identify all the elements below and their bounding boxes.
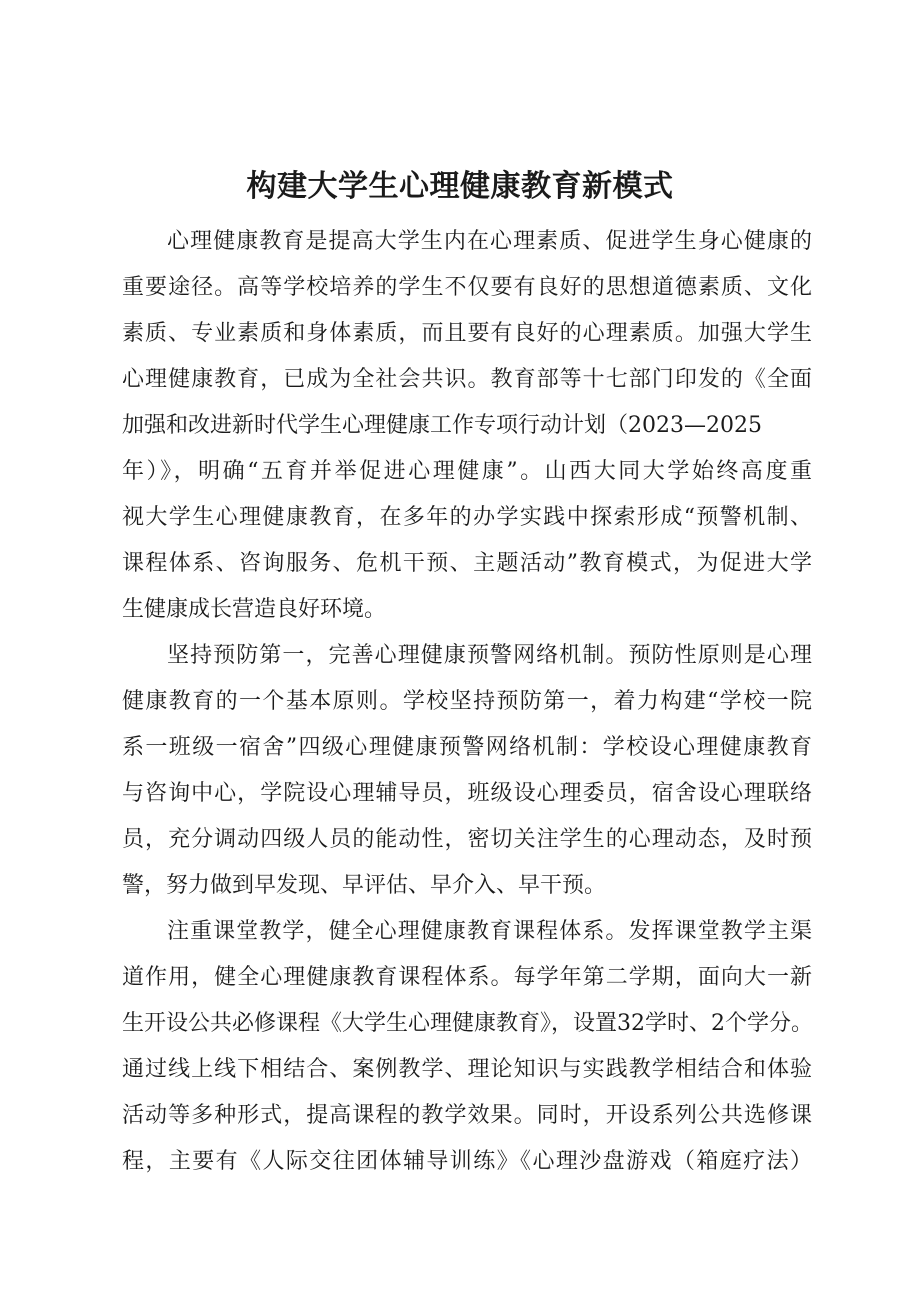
paragraph-3-line-3: 生开设公共必修课程《大学生心理健康教育》，设置32学时、2个学分。 bbox=[122, 1011, 813, 1036]
paragraph-1-line-5: 加强和改进新时代学生心理健康工作专项行动计划（2023—2025 bbox=[122, 413, 762, 438]
paragraph-1-line-7: 视大学生心理健康教育，在多年的办学实践中探索形成“预警机制、 bbox=[122, 505, 812, 530]
paragraph-3-line-2: 道作用，健全心理健康教育课程体系。每学年第二学期，面向大一新 bbox=[122, 965, 812, 990]
paragraph-2-line-5: 员，充分调动四级人员的能动性，密切关注学生的心理动态，及时预 bbox=[122, 827, 812, 852]
paragraph-1-line-4: 心理健康教育，已成为全社会共识。教育部等十七部门印发的《全面 bbox=[122, 367, 812, 392]
paragraph-1-line-1: 心理健康教育是提高大学生内在心理素质、促进学生身心健康的 bbox=[167, 229, 812, 254]
paragraph-3-line-5: 活动等多种形式，提高课程的教学效果。同时，开设系列公共选修课 bbox=[122, 1103, 812, 1128]
paragraph-3-line-1: 注重课堂教学，健全心理健康教育课程体系。发挥课堂教学主渠 bbox=[167, 919, 812, 944]
paragraph-3-line-6: 程，主要有《人际交往团体辅导训练》《心理沙盘游戏（箱庭疗法） bbox=[122, 1149, 812, 1174]
paragraph-2-line-6: 警，努力做到早发现、早评估、早介入、早干预。 bbox=[122, 873, 607, 898]
paragraph-2-line-2: 健康教育的一个基本原则。学校坚持预防第一，着力构建“学校一院 bbox=[122, 689, 812, 714]
paragraph-3-line-4: 通过线上线下相结合、案例教学、理论知识与实践教学相结合和体验 bbox=[122, 1057, 812, 1082]
paragraph-1-line-3: 素质、专业素质和身体素质，而且要有良好的心理素质。加强大学生 bbox=[122, 321, 812, 346]
paragraph-2-line-1: 坚持预防第一，完善心理健康预警网络机制。预防性原则是心理 bbox=[167, 643, 812, 668]
paragraph-2-line-3: 系一班级一宿舍”四级心理健康预警网络机制：学校设心理健康教育 bbox=[122, 735, 812, 760]
paragraph-1-line-8: 课程体系、咨询服务、危机干预、主题活动”教育模式，为促进大学 bbox=[122, 551, 812, 576]
paragraph-2-line-4: 与咨询中心，学院设心理辅导员，班级设心理委员，宿舍设心理联络 bbox=[122, 781, 812, 806]
paragraph-1-line-9: 生健康成长营造良好环境。 bbox=[122, 597, 387, 622]
document-title: 构建大学生心理健康教育新模式 bbox=[246, 169, 674, 204]
paragraph-1-line-2: 重要途径。高等学校培养的学生不仅要有良好的思想道德素质、文化 bbox=[122, 275, 812, 300]
paragraph-1-line-6: 年）》，明确“五育并举促进心理健康”。山西大同大学始终高度重 bbox=[122, 459, 812, 484]
